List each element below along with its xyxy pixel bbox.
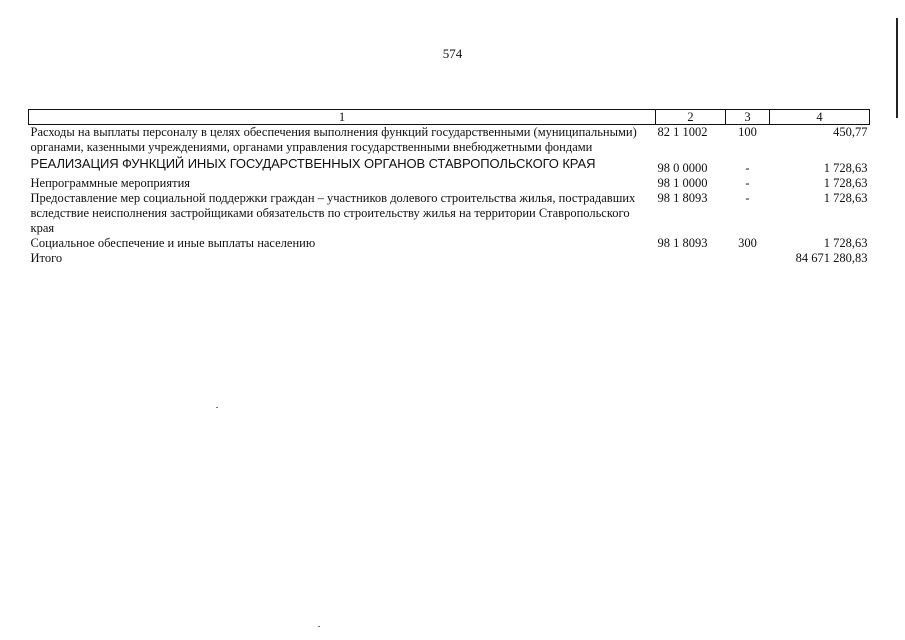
table-row — [29, 191, 870, 236]
row-description: Предоставление мер социальной поддержки граждан – участников долевого строительства жилья, пострадавших вследствие неисполнения застройщиками обязательств по строительству жилья на территории Ставропольского края — [30, 191, 636, 235]
total-type-empty — [726, 251, 770, 266]
table-row — [29, 125, 870, 156]
row-expense-type: - — [745, 191, 750, 205]
row-code: 98 0 0000 — [657, 161, 708, 175]
row-amount: 1 728,63 — [823, 191, 868, 205]
row-description: РЕАЛИЗАЦИЯ ФУНКЦИЙ ИНЫХ ГОСУДАРСТВЕННЫХ ОРГАНОВ СТАВРОПОЛЬСКОГО КРАЯ — [30, 156, 596, 171]
total-label: Итого — [30, 251, 63, 265]
row-amount: 1 728,63 — [823, 161, 868, 175]
table-row — [29, 236, 870, 251]
table-row — [29, 176, 870, 191]
page-number: 574 — [442, 46, 463, 61]
table-row — [29, 155, 870, 176]
column-header-1: 1 — [29, 110, 656, 125]
column-header-2: 2 — [656, 110, 726, 125]
row-description: Непрограммные мероприятия — [30, 176, 191, 190]
total-code-empty — [656, 251, 726, 266]
row-description: Расходы на выплаты персоналу в целях обеспечения выполнения функций государственными (муниципальными) органами, казенными учреждениями, органами управления государственными внебюджетными фондами — [30, 125, 637, 154]
row-code: 82 1 1002 — [657, 125, 708, 139]
row-expense-type: - — [745, 161, 750, 175]
row-description: Социальное обеспечение и иные выплаты населению — [30, 236, 316, 250]
row-code: 98 1 8093 — [657, 236, 708, 250]
header-row — [29, 110, 870, 125]
row-expense-type: 100 — [738, 125, 757, 139]
row-amount: 1 728,63 — [823, 176, 868, 190]
total-row — [29, 251, 870, 266]
column-header-3: 3 — [726, 110, 770, 125]
row-expense-type: 300 — [738, 236, 757, 250]
row-amount: 1 728,63 — [823, 236, 868, 250]
scan-speck — [216, 407, 218, 408]
row-expense-type: - — [745, 176, 750, 190]
row-code: 98 1 0000 — [657, 176, 708, 190]
budget-table — [28, 109, 870, 266]
scan-speck — [318, 626, 320, 627]
total-amount: 84 671 280,83 — [795, 251, 868, 265]
column-header-4: 4 — [770, 110, 870, 125]
page-edge-line — [896, 18, 898, 118]
row-code: 98 1 8093 — [657, 191, 708, 205]
row-amount: 450,77 — [833, 125, 868, 139]
